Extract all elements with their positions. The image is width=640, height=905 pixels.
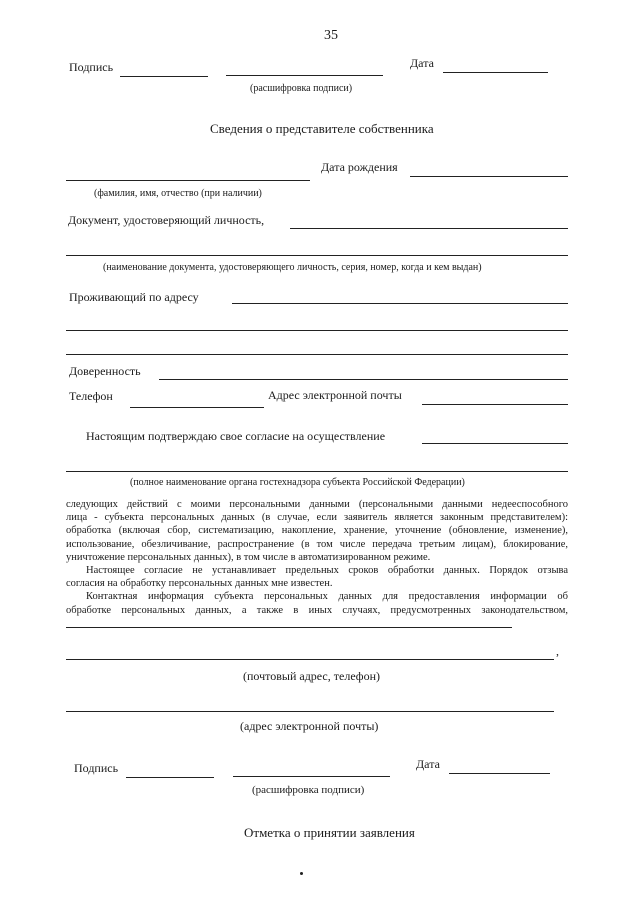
- id-document-line-2[interactable]: [66, 255, 568, 256]
- authority-caption: (полное наименование органа гостехнадзора субъекта Российской Федерации): [130, 477, 465, 488]
- consent-authority-line-2[interactable]: [66, 471, 568, 472]
- email-contact-line[interactable]: [66, 711, 554, 712]
- term-line: согласия на обработку персональных данных мне известен.: [66, 578, 333, 590]
- email-label: Адрес электронной почты: [268, 388, 402, 402]
- acceptance-heading: Отметка о принятии заявления: [244, 825, 415, 840]
- email-line[interactable]: [422, 404, 568, 405]
- contact-info-line-1[interactable]: [66, 627, 512, 628]
- date-line-top[interactable]: [443, 72, 548, 73]
- signature-label-top: Подпись: [69, 60, 114, 74]
- consent-line: уничтожение персональных данных), в том числе в автоматизированном режиме.: [66, 551, 431, 563]
- id-document-line-1[interactable]: [290, 228, 568, 229]
- scan-speck: [300, 872, 303, 875]
- address-label: Проживающий по адресу: [69, 290, 199, 304]
- page-number: 35: [324, 28, 338, 43]
- id-document-label: Документ, удостоверяющий личность,: [68, 213, 265, 227]
- date-line-bottom[interactable]: [449, 773, 550, 774]
- birth-date-line[interactable]: [410, 176, 568, 177]
- trailing-comma: ,: [556, 644, 559, 658]
- phone-label: Телефон: [69, 389, 113, 403]
- signature-label-bottom: Подпись: [74, 761, 119, 775]
- birth-date-label: Дата рождения: [321, 160, 398, 174]
- consent-line: следующих действий с моими персональными данными (персональными данными недееспособного: [66, 499, 568, 510]
- signature-transcript-caption-top: (расшифровка подписи): [250, 83, 353, 94]
- representative-heading: Сведения о представителе собственника: [210, 121, 434, 136]
- contact-line: Контактная информация субъекта персональных данных для предоставления информации об: [86, 591, 568, 603]
- signature-transcript-line-bottom[interactable]: [233, 776, 390, 777]
- signature-line-top[interactable]: [120, 76, 208, 77]
- date-label-top: Дата: [410, 56, 434, 70]
- power-of-attorney-label: Доверенность: [69, 364, 141, 378]
- consent-intro: Настоящим подтверждаю свое согласие на осуществление: [86, 429, 386, 443]
- consent-line: использование, обезличивание, распространение (в том числе передача третьим лицам), блокирование,: [66, 538, 568, 550]
- phone-line[interactable]: [130, 407, 264, 408]
- term-line: Настоящее согласие не устанавливает предельных сроков обработки данных. Порядок отзыва: [86, 565, 568, 577]
- full-name-line[interactable]: [66, 180, 310, 181]
- contact-info-line-2[interactable]: [66, 659, 554, 660]
- contact-line: обработке персональных данных, а также в иных случаях, предусмотренных законодательством,: [66, 604, 568, 616]
- signature-line-bottom[interactable]: [126, 777, 214, 778]
- consent-line: обработка (включая сбор, систематизацию, накопление, хранение, уточнение (обновление, изменение),: [66, 525, 568, 537]
- consent-authority-line-1[interactable]: [422, 443, 568, 444]
- signature-transcript-caption-bottom: (расшифровка подписи): [252, 784, 365, 796]
- consent-paragraph: [66, 498, 568, 617]
- power-of-attorney-line[interactable]: [159, 379, 568, 380]
- date-label-bottom: Дата: [416, 757, 440, 771]
- address-line-2[interactable]: [66, 330, 568, 331]
- address-line-1[interactable]: [232, 303, 568, 304]
- id-document-caption: (наименование документа, удостоверяющего личность, серия, номер, когда и кем выдан): [103, 262, 482, 273]
- postal-caption: (почтовый адрес, телефон): [243, 669, 380, 683]
- signature-transcript-line-top[interactable]: [226, 75, 383, 76]
- full-name-caption: (фамилия, имя, отчество (при наличии): [94, 188, 262, 199]
- email-caption: (адрес электронной почты): [240, 719, 379, 733]
- address-line-3[interactable]: [66, 354, 568, 355]
- consent-line: лица - субъекта персональных данных (в случае, если заявитель является законным представителем):: [66, 512, 568, 524]
